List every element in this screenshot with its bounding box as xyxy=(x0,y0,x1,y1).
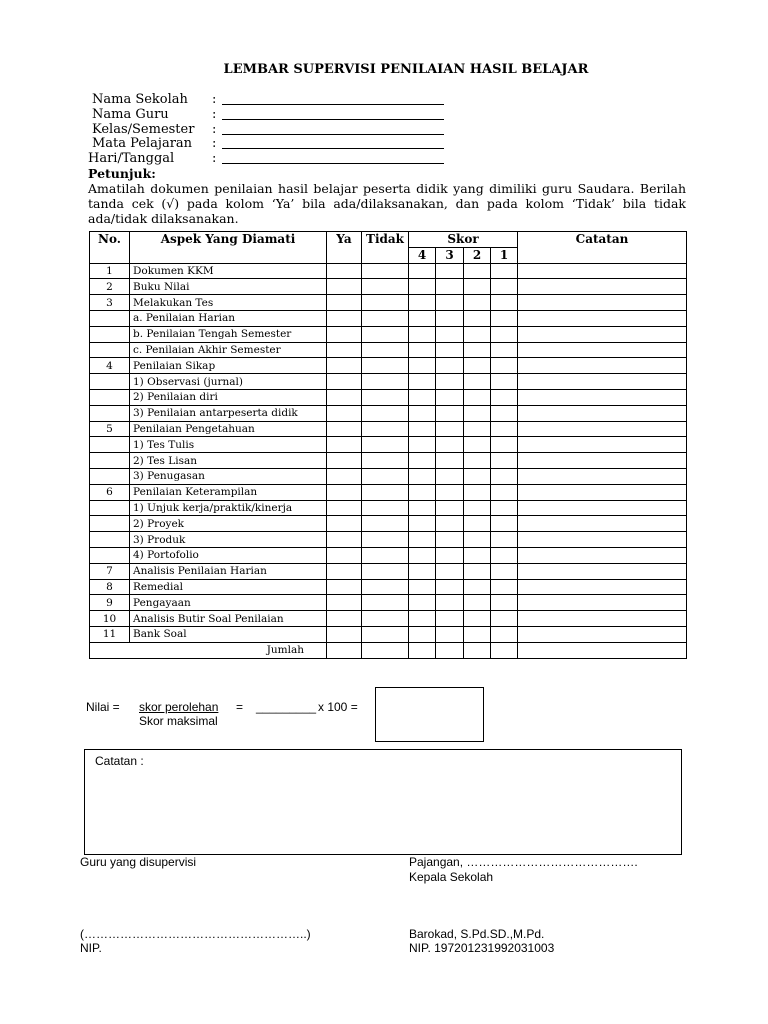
cell-skor-3[interactable] xyxy=(436,374,464,390)
cell-skor-2[interactable] xyxy=(464,547,491,563)
row-no: 2 xyxy=(90,279,130,295)
cell-skor-2[interactable] xyxy=(464,421,491,437)
cell-skor-3[interactable] xyxy=(436,310,464,326)
row-aspek: 2) Tes Lisan xyxy=(130,453,327,469)
field-mata-pelajaran[interactable] xyxy=(222,148,444,149)
row-no: 3 xyxy=(90,295,130,311)
catatan-label: Catatan : xyxy=(95,754,144,768)
cell-tidak[interactable] xyxy=(362,500,409,516)
cell-ya[interactable] xyxy=(327,611,362,627)
cell-tidak[interactable] xyxy=(362,484,409,500)
cell-ya[interactable] xyxy=(327,453,362,469)
cell-catatan[interactable] xyxy=(518,374,687,390)
cell-catatan[interactable] xyxy=(518,516,687,532)
cell-skor-4[interactable] xyxy=(409,579,436,595)
cell-ya[interactable] xyxy=(327,326,362,342)
cell-catatan[interactable] xyxy=(518,547,687,563)
header-skor-3: 3 xyxy=(436,247,464,263)
cell-catatan[interactable] xyxy=(518,579,687,595)
cell-tidak[interactable] xyxy=(362,595,409,611)
cell-skor-2[interactable] xyxy=(464,405,491,421)
cell-catatan[interactable] xyxy=(518,468,687,484)
cell-tidak[interactable] xyxy=(362,516,409,532)
cell-skor-1[interactable] xyxy=(491,326,518,342)
row-no: 7 xyxy=(90,563,130,579)
cell-skor-1[interactable] xyxy=(491,453,518,469)
row-no xyxy=(90,326,130,342)
table-row xyxy=(90,484,687,500)
row-no: 4 xyxy=(90,358,130,374)
label-kelas-semester: Kelas/Semester xyxy=(92,122,195,137)
row-aspek: Bank Soal xyxy=(130,626,327,642)
cell-tidak[interactable] xyxy=(362,532,409,548)
cell-tidak[interactable] xyxy=(362,611,409,627)
cell-skor-1[interactable] xyxy=(491,421,518,437)
cell-skor-1[interactable] xyxy=(491,642,518,658)
cell-skor-2[interactable] xyxy=(464,326,491,342)
row-aspek: 3) Penugasan xyxy=(130,468,327,484)
cell-tidak[interactable] xyxy=(362,421,409,437)
table-row xyxy=(90,516,687,532)
cell-skor-1[interactable] xyxy=(491,579,518,595)
cell-tidak[interactable] xyxy=(362,263,409,279)
cell-skor-2[interactable] xyxy=(464,484,491,500)
cell-tidak[interactable] xyxy=(362,389,409,405)
cell-skor-1[interactable] xyxy=(491,342,518,358)
supervision-table xyxy=(89,231,687,659)
cell-skor-3[interactable] xyxy=(436,563,464,579)
cell-skor-2[interactable] xyxy=(464,579,491,595)
formula-equals: = xyxy=(236,700,244,714)
cell-skor-3[interactable] xyxy=(436,642,464,658)
cell-catatan[interactable] xyxy=(518,342,687,358)
row-no: 10 xyxy=(90,611,130,627)
cell-tidak[interactable] xyxy=(362,547,409,563)
label-mata-pelajaran: Mata Pelajaran xyxy=(92,136,193,151)
cell-skor-3[interactable] xyxy=(436,579,464,595)
cell-skor-2[interactable] xyxy=(464,642,491,658)
cell-catatan[interactable] xyxy=(518,563,687,579)
cell-skor-3[interactable] xyxy=(436,326,464,342)
cell-catatan[interactable] xyxy=(518,484,687,500)
cell-ya[interactable] xyxy=(327,405,362,421)
table-row xyxy=(90,595,687,611)
cell-skor-4[interactable] xyxy=(409,642,436,658)
cell-ya[interactable] xyxy=(327,484,362,500)
cell-skor-3[interactable] xyxy=(436,389,464,405)
cell-skor-4[interactable] xyxy=(409,563,436,579)
right-signature-nip: NIP. 197201231992031003 xyxy=(409,941,555,955)
cell-ya[interactable] xyxy=(327,374,362,390)
header-catatan: Catatan xyxy=(518,232,687,264)
formula-times: x 100 = xyxy=(318,700,358,714)
row-no xyxy=(90,468,130,484)
row-aspek: 3) Penilaian antarpeserta didik xyxy=(130,405,327,421)
cell-ya[interactable] xyxy=(327,563,362,579)
cell-ya[interactable] xyxy=(327,579,362,595)
jumlah-row xyxy=(90,642,687,658)
row-no: 11 xyxy=(90,626,130,642)
cell-catatan[interactable] xyxy=(518,405,687,421)
header-skor-2: 2 xyxy=(464,247,491,263)
cell-catatan[interactable] xyxy=(518,642,687,658)
cell-skor-4[interactable] xyxy=(409,453,436,469)
petunjuk-heading: Petunjuk: xyxy=(88,166,156,181)
row-no: 9 xyxy=(90,595,130,611)
cell-catatan[interactable] xyxy=(518,453,687,469)
cell-ya[interactable] xyxy=(327,547,362,563)
cell-skor-4[interactable] xyxy=(409,500,436,516)
cell-catatan[interactable] xyxy=(518,326,687,342)
cell-skor-1[interactable] xyxy=(491,468,518,484)
cell-skor-3[interactable] xyxy=(436,626,464,642)
cell-skor-3[interactable] xyxy=(436,263,464,279)
table-row xyxy=(90,563,687,579)
row-no xyxy=(90,342,130,358)
cell-skor-2[interactable] xyxy=(464,358,491,374)
field-nama-sekolah[interactable] xyxy=(222,104,444,105)
cell-skor-2[interactable] xyxy=(464,532,491,548)
row-no: 8 xyxy=(90,579,130,595)
table-row xyxy=(90,453,687,469)
row-no xyxy=(90,310,130,326)
cell-skor-3[interactable] xyxy=(436,358,464,374)
cell-tidak[interactable] xyxy=(362,468,409,484)
table-row xyxy=(90,626,687,642)
header-aspek: Aspek Yang Diamati xyxy=(130,232,327,264)
table-row xyxy=(90,611,687,627)
jumlah-label: Jumlah xyxy=(90,642,327,658)
cell-catatan[interactable] xyxy=(518,389,687,405)
cell-catatan[interactable] xyxy=(518,437,687,453)
row-aspek: Penilaian Pengetahuan xyxy=(130,421,327,437)
row-no xyxy=(90,453,130,469)
cell-catatan[interactable] xyxy=(518,532,687,548)
cell-skor-4[interactable] xyxy=(409,516,436,532)
cell-skor-3[interactable] xyxy=(436,421,464,437)
cell-catatan[interactable] xyxy=(518,279,687,295)
cell-skor-1[interactable] xyxy=(491,310,518,326)
cell-tidak[interactable] xyxy=(362,326,409,342)
row-aspek: 4) Portofolio xyxy=(130,547,327,563)
cell-skor-1[interactable] xyxy=(491,547,518,563)
cell-catatan[interactable] xyxy=(518,358,687,374)
cell-skor-1[interactable] xyxy=(491,263,518,279)
cell-ya[interactable] xyxy=(327,342,362,358)
header-skor-1: 1 xyxy=(491,247,518,263)
cell-skor-2[interactable] xyxy=(464,453,491,469)
cell-skor-4[interactable] xyxy=(409,421,436,437)
cell-skor-2[interactable] xyxy=(464,626,491,642)
table-row xyxy=(90,500,687,516)
row-no xyxy=(90,374,130,390)
cell-skor-3[interactable] xyxy=(436,453,464,469)
cell-skor-1[interactable] xyxy=(491,500,518,516)
cell-catatan[interactable] xyxy=(518,421,687,437)
colon: : xyxy=(212,92,217,107)
table-row xyxy=(90,342,687,358)
cell-ya[interactable] xyxy=(327,532,362,548)
cell-catatan[interactable] xyxy=(518,626,687,642)
cell-skor-3[interactable] xyxy=(436,342,464,358)
table-row xyxy=(90,279,687,295)
cell-ya[interactable] xyxy=(327,516,362,532)
header-skor-4: 4 xyxy=(409,247,436,263)
cell-tidak[interactable] xyxy=(362,563,409,579)
label-hari-tanggal: Hari/Tanggal xyxy=(88,151,175,166)
cell-skor-2[interactable] xyxy=(464,310,491,326)
cell-skor-4[interactable] xyxy=(409,484,436,500)
cell-skor-4[interactable] xyxy=(409,310,436,326)
cell-skor-1[interactable] xyxy=(491,563,518,579)
header-skor: Skor xyxy=(409,232,518,248)
field-hari-tanggal[interactable] xyxy=(222,163,444,164)
left-signature-name: (………………………………………………..) xyxy=(80,927,311,941)
cell-ya[interactable] xyxy=(327,437,362,453)
cell-skor-2[interactable] xyxy=(464,295,491,311)
row-aspek: Analisis Penilaian Harian xyxy=(130,563,327,579)
cell-skor-3[interactable] xyxy=(436,405,464,421)
cell-skor-3[interactable] xyxy=(436,468,464,484)
table-row xyxy=(90,374,687,390)
table-row xyxy=(90,358,687,374)
formula-numerator: skor perolehan xyxy=(139,700,219,714)
cell-catatan[interactable] xyxy=(518,595,687,611)
row-no xyxy=(90,516,130,532)
catatan-box[interactable] xyxy=(84,749,682,855)
cell-ya[interactable] xyxy=(327,310,362,326)
petunjuk-text: Amatilah dokumen penilaian hasil belajar peserta didik yang dimiliki guru Saudara. Berilah tanda cek (√) pada kolom ‘Ya’ bila ada/dilaksanakan, dan pada kolom ‘Tidak’ bila tidak ada/tidak dilaksanakan. xyxy=(88,181,686,226)
cell-skor-3[interactable] xyxy=(436,547,464,563)
cell-skor-4[interactable] xyxy=(409,263,436,279)
cell-ya[interactable] xyxy=(327,389,362,405)
cell-skor-1[interactable] xyxy=(491,484,518,500)
row-aspek: 3) Produk xyxy=(130,532,327,548)
table-row xyxy=(90,532,687,548)
row-no: 6 xyxy=(90,484,130,500)
cell-skor-4[interactable] xyxy=(409,389,436,405)
cell-skor-1[interactable] xyxy=(491,358,518,374)
cell-tidak[interactable] xyxy=(362,642,409,658)
header-no: No. xyxy=(90,232,130,264)
left-signature-nip: NIP. xyxy=(80,941,102,955)
table-row xyxy=(90,579,687,595)
cell-ya[interactable] xyxy=(327,468,362,484)
table-row xyxy=(90,263,687,279)
row-no xyxy=(90,405,130,421)
cell-skor-1[interactable] xyxy=(491,516,518,532)
cell-skor-2[interactable] xyxy=(464,595,491,611)
row-aspek: 1) Tes Tulis xyxy=(130,437,327,453)
right-signature-place: Pajangan, ……………………………………. xyxy=(409,855,638,869)
cell-skor-4[interactable] xyxy=(409,626,436,642)
row-aspek: a. Penilaian Harian xyxy=(130,310,327,326)
cell-skor-3[interactable] xyxy=(436,611,464,627)
table-body xyxy=(90,263,687,642)
cell-skor-3[interactable] xyxy=(436,295,464,311)
colon: : xyxy=(212,122,217,137)
cell-ya[interactable] xyxy=(327,626,362,642)
cell-tidak[interactable] xyxy=(362,626,409,642)
cell-skor-1[interactable] xyxy=(491,279,518,295)
colon: : xyxy=(212,107,217,122)
cell-ya[interactable] xyxy=(327,263,362,279)
cell-skor-3[interactable] xyxy=(436,595,464,611)
header-ya: Ya xyxy=(327,232,362,264)
cell-catatan[interactable] xyxy=(518,295,687,311)
formula-blank[interactable]: _________ xyxy=(256,700,317,714)
left-signature-title: Guru yang disupervisi xyxy=(80,855,197,869)
form-title: LEMBAR SUPERVISI PENILAIAN HASIL BELAJAR xyxy=(223,62,589,77)
right-signature-title: Kepala Sekolah xyxy=(409,870,494,884)
cell-skor-3[interactable] xyxy=(436,437,464,453)
cell-skor-4[interactable] xyxy=(409,595,436,611)
row-aspek: Pengayaan xyxy=(130,595,327,611)
cell-skor-1[interactable] xyxy=(491,595,518,611)
row-no xyxy=(90,437,130,453)
cell-skor-4[interactable] xyxy=(409,342,436,358)
cell-skor-4[interactable] xyxy=(409,295,436,311)
cell-skor-4[interactable] xyxy=(409,326,436,342)
cell-skor-4[interactable] xyxy=(409,437,436,453)
cell-skor-2[interactable] xyxy=(464,516,491,532)
row-aspek: Dokumen KKM xyxy=(130,263,327,279)
right-signature-name: Barokad, S.Pd.SD.,M.Pd. xyxy=(409,927,545,941)
cell-skor-2[interactable] xyxy=(464,374,491,390)
cell-tidak[interactable] xyxy=(362,579,409,595)
cell-skor-2[interactable] xyxy=(464,500,491,516)
row-aspek: c. Penilaian Akhir Semester xyxy=(130,342,327,358)
row-aspek: 1) Unjuk kerja/praktik/kinerja xyxy=(130,500,327,516)
cell-ya[interactable] xyxy=(327,595,362,611)
cell-tidak[interactable] xyxy=(362,437,409,453)
table-row xyxy=(90,468,687,484)
row-no xyxy=(90,532,130,548)
row-aspek: 1) Observasi (jurnal) xyxy=(130,374,327,390)
row-no xyxy=(90,547,130,563)
row-aspek: Analisis Butir Soal Penilaian xyxy=(130,611,327,627)
cell-skor-2[interactable] xyxy=(464,468,491,484)
cell-tidak[interactable] xyxy=(362,310,409,326)
cell-catatan[interactable] xyxy=(518,500,687,516)
cell-skor-1[interactable] xyxy=(491,437,518,453)
cell-skor-2[interactable] xyxy=(464,263,491,279)
cell-skor-3[interactable] xyxy=(436,516,464,532)
cell-catatan[interactable] xyxy=(518,263,687,279)
row-aspek: Remedial xyxy=(130,579,327,595)
cell-tidak[interactable] xyxy=(362,374,409,390)
table-row xyxy=(90,326,687,342)
cell-ya[interactable] xyxy=(327,295,362,311)
cell-ya[interactable] xyxy=(327,279,362,295)
cell-skor-4[interactable] xyxy=(409,532,436,548)
cell-skor-1[interactable] xyxy=(491,405,518,421)
formula-denominator: Skor maksimal xyxy=(139,714,218,728)
cell-skor-3[interactable] xyxy=(436,484,464,500)
cell-tidak[interactable] xyxy=(362,279,409,295)
table-row xyxy=(90,437,687,453)
cell-ya[interactable] xyxy=(327,358,362,374)
row-aspek: 2) Penilaian diri xyxy=(130,389,327,405)
cell-skor-2[interactable] xyxy=(464,342,491,358)
table-row xyxy=(90,405,687,421)
field-kelas-semester[interactable] xyxy=(222,134,444,135)
table-row xyxy=(90,547,687,563)
header-tidak: Tidak xyxy=(362,232,409,264)
table-row xyxy=(90,421,687,437)
cell-skor-2[interactable] xyxy=(464,563,491,579)
cell-catatan[interactable] xyxy=(518,611,687,627)
row-aspek: Penilaian Keterampilan xyxy=(130,484,327,500)
cell-skor-1[interactable] xyxy=(491,389,518,405)
cell-skor-4[interactable] xyxy=(409,374,436,390)
table-row xyxy=(90,310,687,326)
row-aspek: Penilaian Sikap xyxy=(130,358,327,374)
row-no: 1 xyxy=(90,263,130,279)
label-nama-guru: Nama Guru xyxy=(92,107,169,122)
label-nama-sekolah: Nama Sekolah xyxy=(92,92,188,107)
field-nama-guru[interactable] xyxy=(222,119,444,120)
cell-skor-2[interactable] xyxy=(464,279,491,295)
cell-skor-4[interactable] xyxy=(409,358,436,374)
table-row xyxy=(90,295,687,311)
cell-skor-1[interactable] xyxy=(491,626,518,642)
cell-tidak[interactable] xyxy=(362,358,409,374)
cell-skor-2[interactable] xyxy=(464,389,491,405)
nilai-result-box[interactable] xyxy=(375,687,484,742)
cell-skor-3[interactable] xyxy=(436,532,464,548)
cell-skor-1[interactable] xyxy=(491,532,518,548)
cell-skor-4[interactable] xyxy=(409,468,436,484)
cell-skor-3[interactable] xyxy=(436,279,464,295)
cell-skor-4[interactable] xyxy=(409,611,436,627)
cell-skor-4[interactable] xyxy=(409,279,436,295)
cell-skor-4[interactable] xyxy=(409,547,436,563)
cell-tidak[interactable] xyxy=(362,342,409,358)
row-no: 5 xyxy=(90,421,130,437)
cell-skor-4[interactable] xyxy=(409,405,436,421)
cell-tidak[interactable] xyxy=(362,295,409,311)
cell-ya[interactable] xyxy=(327,421,362,437)
cell-skor-2[interactable] xyxy=(464,437,491,453)
row-no xyxy=(90,500,130,516)
cell-skor-1[interactable] xyxy=(491,611,518,627)
row-aspek: Melakukan Tes xyxy=(130,295,327,311)
cell-skor-2[interactable] xyxy=(464,611,491,627)
row-aspek: Buku Nilai xyxy=(130,279,327,295)
row-no xyxy=(90,389,130,405)
cell-skor-1[interactable] xyxy=(491,374,518,390)
colon: : xyxy=(212,136,217,151)
cell-skor-3[interactable] xyxy=(436,500,464,516)
cell-ya[interactable] xyxy=(327,642,362,658)
cell-tidak[interactable] xyxy=(362,453,409,469)
cell-catatan[interactable] xyxy=(518,310,687,326)
row-aspek: b. Penilaian Tengah Semester xyxy=(130,326,327,342)
cell-tidak[interactable] xyxy=(362,405,409,421)
colon: : xyxy=(212,151,217,166)
table-row xyxy=(90,389,687,405)
nilai-label: Nilai = xyxy=(86,700,120,714)
cell-ya[interactable] xyxy=(327,500,362,516)
row-aspek: 2) Proyek xyxy=(130,516,327,532)
cell-skor-1[interactable] xyxy=(491,295,518,311)
